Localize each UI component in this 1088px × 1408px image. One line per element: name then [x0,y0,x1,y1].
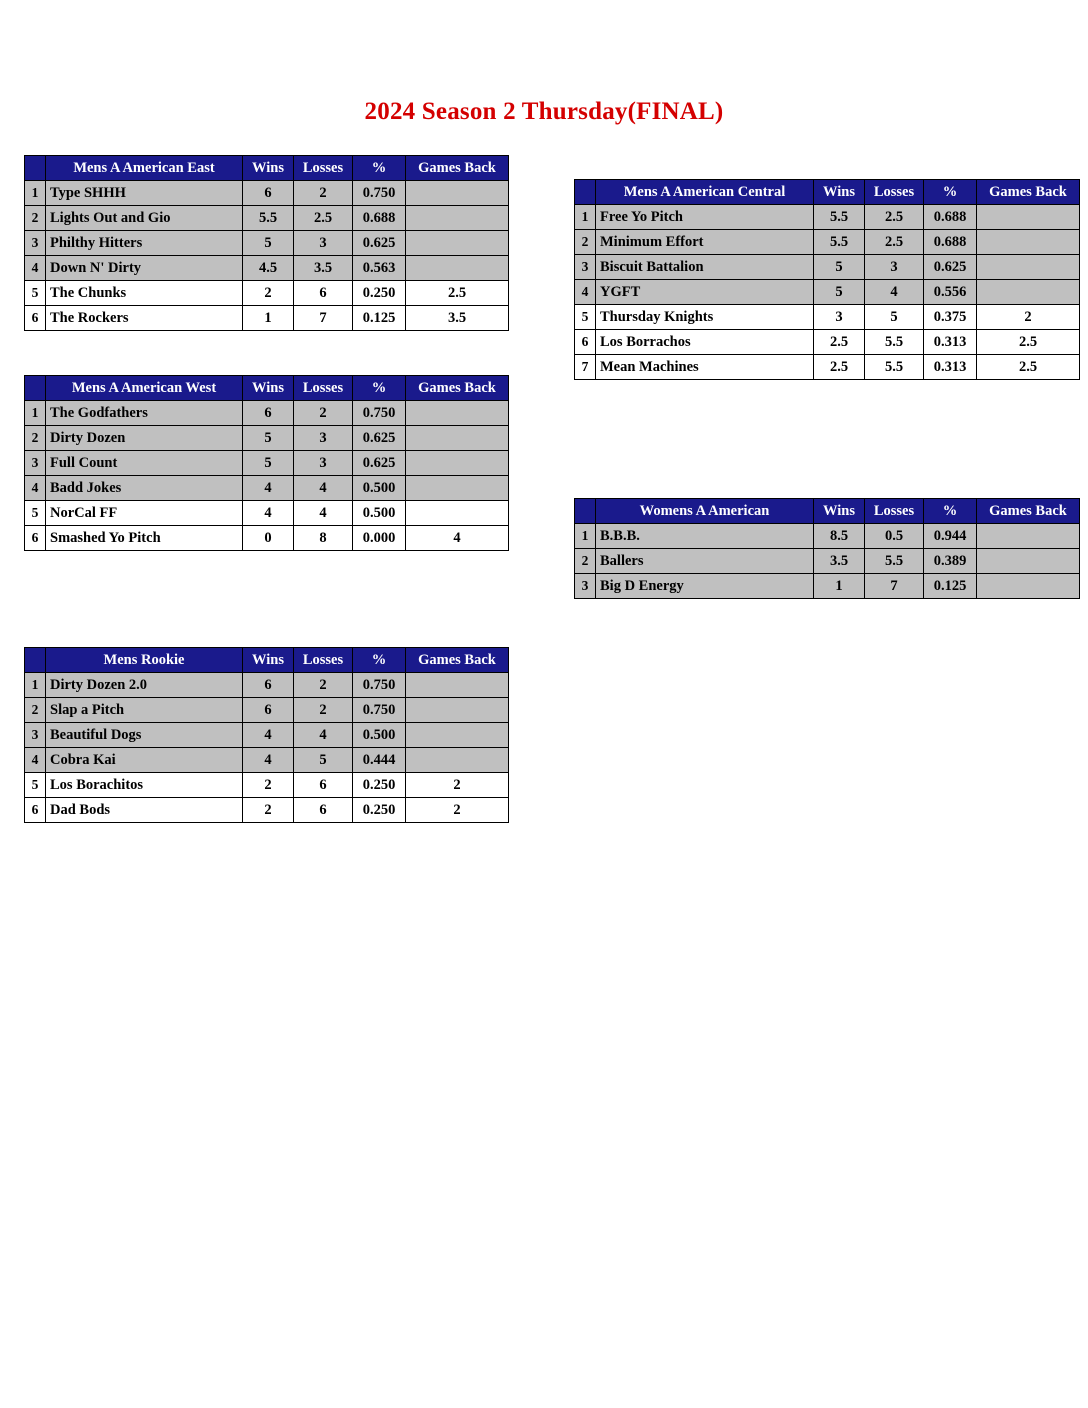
cell-rank: 7 [575,355,596,380]
cell-pct: 0.563 [353,256,406,281]
standings-table-rookie [24,647,509,823]
cell-team-name: Los Borrachos [596,330,814,355]
column-header-wins: Wins [243,648,294,673]
cell-pct: 0.444 [353,748,406,773]
column-header-pct: % [924,180,977,205]
cell-games-back: 2.5 [977,330,1080,355]
cell-team-name: Dad Bods [46,798,243,823]
cell-pct: 0.313 [924,330,977,355]
table-row [575,549,1080,574]
cell-rank: 3 [25,231,46,256]
column-header-losses: Losses [865,499,924,524]
cell-games-back [406,256,509,281]
cell-pct: 0.000 [353,526,406,551]
cell-pct: 0.250 [353,773,406,798]
cell-rank: 5 [575,305,596,330]
table-row [25,723,509,748]
cell-losses: 4 [294,501,353,526]
cell-wins: 2 [243,773,294,798]
cell-rank: 3 [25,451,46,476]
cell-team-name: Dirty Dozen [46,426,243,451]
cell-games-back: 4 [406,526,509,551]
cell-wins: 5.5 [814,205,865,230]
table-row [575,205,1080,230]
standings-table-womens [574,498,1080,599]
column-header-rank [25,648,46,673]
column-header-losses: Losses [294,156,353,181]
cell-rank: 1 [25,181,46,206]
table-row [575,355,1080,380]
cell-team-name: B.B.B. [596,524,814,549]
table-row [25,773,509,798]
cell-team-name: Slap a Pitch [46,698,243,723]
cell-rank: 4 [25,748,46,773]
cell-games-back [406,501,509,526]
cell-rank: 5 [25,773,46,798]
cell-rank: 1 [575,205,596,230]
cell-pct: 0.313 [924,355,977,380]
table-row [575,280,1080,305]
table-row [25,451,509,476]
cell-team-name: Big D Energy [596,574,814,599]
column-header-rank [25,156,46,181]
cell-team-name: Biscuit Battalion [596,255,814,280]
cell-losses: 5 [294,748,353,773]
cell-losses: 5 [865,305,924,330]
cell-team-name: Beautiful Dogs [46,723,243,748]
cell-losses: 6 [294,281,353,306]
cell-games-back [406,748,509,773]
table-header-row [25,156,509,181]
cell-wins: 2 [243,798,294,823]
column-header-games-back: Games Back [406,156,509,181]
cell-wins: 6 [243,401,294,426]
cell-rank: 2 [575,549,596,574]
cell-wins: 6 [243,698,294,723]
cell-losses: 2.5 [865,205,924,230]
column-header-pct: % [353,648,406,673]
column-header-games-back: Games Back [406,376,509,401]
cell-rank: 6 [25,798,46,823]
cell-pct: 0.389 [924,549,977,574]
cell-pct: 0.250 [353,281,406,306]
cell-team-name: The Godfathers [46,401,243,426]
cell-losses: 2 [294,673,353,698]
cell-wins: 3 [814,305,865,330]
cell-games-back [406,673,509,698]
cell-games-back: 2.5 [406,281,509,306]
cell-rank: 4 [25,256,46,281]
cell-team-name: Badd Jokes [46,476,243,501]
table-header-row [25,648,509,673]
cell-rank: 6 [25,306,46,331]
cell-pct: 0.625 [353,451,406,476]
column-header-division: Mens A American West [46,376,243,401]
cell-rank: 3 [25,723,46,748]
column-header-division: Womens A American [596,499,814,524]
cell-pct: 0.688 [353,206,406,231]
table-row [575,524,1080,549]
cell-games-back [977,280,1080,305]
cell-games-back [406,181,509,206]
cell-rank: 2 [575,230,596,255]
table-row [575,305,1080,330]
table-header-row [25,376,509,401]
cell-losses: 7 [294,306,353,331]
cell-games-back [977,574,1080,599]
table-header-row [575,180,1080,205]
cell-wins: 5.5 [814,230,865,255]
cell-games-back [977,230,1080,255]
table-row [25,426,509,451]
cell-pct: 0.500 [353,723,406,748]
column-header-division: Mens Rookie [46,648,243,673]
table-row [25,673,509,698]
table-row [25,526,509,551]
cell-losses: 3 [865,255,924,280]
cell-team-name: Minimum Effort [596,230,814,255]
cell-losses: 3 [294,426,353,451]
cell-pct: 0.625 [924,255,977,280]
cell-wins: 5 [814,255,865,280]
cell-team-name: Mean Machines [596,355,814,380]
cell-losses: 2 [294,401,353,426]
cell-pct: 0.750 [353,698,406,723]
cell-team-name: NorCal FF [46,501,243,526]
cell-games-back [406,206,509,231]
cell-pct: 0.500 [353,476,406,501]
table-row [25,181,509,206]
cell-games-back [406,723,509,748]
cell-wins: 5 [814,280,865,305]
table-row [25,231,509,256]
cell-losses: 3.5 [294,256,353,281]
cell-pct: 0.125 [353,306,406,331]
table-row [25,476,509,501]
cell-wins: 8.5 [814,524,865,549]
cell-losses: 3 [294,231,353,256]
cell-games-back [406,231,509,256]
standings-table-central [574,179,1080,380]
cell-team-name: Smashed Yo Pitch [46,526,243,551]
cell-games-back [977,255,1080,280]
cell-games-back [406,451,509,476]
cell-team-name: Ballers [596,549,814,574]
table-row [25,281,509,306]
cell-wins: 6 [243,181,294,206]
cell-team-name: Type SHHH [46,181,243,206]
cell-rank: 3 [575,574,596,599]
cell-team-name: Lights Out and Gio [46,206,243,231]
table-header-row [575,499,1080,524]
column-header-games-back: Games Back [977,499,1080,524]
cell-pct: 0.125 [924,574,977,599]
cell-rank: 4 [25,476,46,501]
column-header-rank [25,376,46,401]
cell-team-name: Free Yo Pitch [596,205,814,230]
cell-wins: 4.5 [243,256,294,281]
standings-table-east [24,155,509,331]
cell-pct: 0.625 [353,426,406,451]
table-row [25,306,509,331]
cell-games-back: 2 [406,773,509,798]
cell-team-name: Los Borachitos [46,773,243,798]
cell-wins: 1 [814,574,865,599]
table-row [575,230,1080,255]
cell-games-back: 3.5 [406,306,509,331]
cell-pct: 0.944 [924,524,977,549]
cell-wins: 5 [243,426,294,451]
cell-team-name: The Rockers [46,306,243,331]
cell-pct: 0.625 [353,231,406,256]
cell-pct: 0.750 [353,673,406,698]
cell-pct: 0.375 [924,305,977,330]
cell-games-back [406,476,509,501]
standings-table-west [24,375,509,551]
column-header-pct: % [353,156,406,181]
cell-wins: 3.5 [814,549,865,574]
cell-team-name: Full Count [46,451,243,476]
cell-pct: 0.688 [924,230,977,255]
cell-wins: 2 [243,281,294,306]
cell-losses: 6 [294,773,353,798]
cell-team-name: Thursday Knights [596,305,814,330]
cell-rank: 1 [25,401,46,426]
cell-rank: 5 [25,501,46,526]
cell-wins: 5.5 [243,206,294,231]
column-header-pct: % [353,376,406,401]
cell-losses: 0.5 [865,524,924,549]
table-row [25,798,509,823]
cell-wins: 4 [243,501,294,526]
cell-losses: 5.5 [865,355,924,380]
column-header-wins: Wins [814,180,865,205]
table-row [25,256,509,281]
cell-rank: 2 [25,698,46,723]
cell-games-back [406,698,509,723]
cell-wins: 5 [243,231,294,256]
cell-team-name: The Chunks [46,281,243,306]
cell-wins: 4 [243,748,294,773]
cell-rank: 6 [25,526,46,551]
table-row [25,401,509,426]
table-row [25,206,509,231]
cell-pct: 0.250 [353,798,406,823]
table-row [575,330,1080,355]
cell-losses: 4 [294,476,353,501]
column-header-losses: Losses [294,648,353,673]
cell-pct: 0.556 [924,280,977,305]
cell-wins: 4 [243,723,294,748]
cell-losses: 7 [865,574,924,599]
table-row [575,255,1080,280]
column-header-losses: Losses [294,376,353,401]
column-header-pct: % [924,499,977,524]
cell-wins: 6 [243,673,294,698]
column-header-division: Mens A American Central [596,180,814,205]
cell-losses: 2.5 [865,230,924,255]
cell-pct: 0.500 [353,501,406,526]
cell-games-back [406,426,509,451]
column-header-rank [575,499,596,524]
cell-team-name: Down N' Dirty [46,256,243,281]
cell-rank: 4 [575,280,596,305]
cell-rank: 1 [575,524,596,549]
cell-losses: 4 [294,723,353,748]
cell-rank: 6 [575,330,596,355]
cell-losses: 4 [865,280,924,305]
column-header-wins: Wins [243,376,294,401]
cell-games-back: 2 [406,798,509,823]
cell-losses: 6 [294,798,353,823]
cell-losses: 2 [294,698,353,723]
column-header-losses: Losses [865,180,924,205]
cell-pct: 0.750 [353,181,406,206]
column-header-wins: Wins [243,156,294,181]
cell-team-name: YGFT [596,280,814,305]
table-row [575,574,1080,599]
column-header-division: Mens A American East [46,156,243,181]
cell-rank: 2 [25,206,46,231]
column-header-games-back: Games Back [406,648,509,673]
cell-wins: 4 [243,476,294,501]
cell-games-back [977,524,1080,549]
column-header-rank [575,180,596,205]
cell-games-back: 2.5 [977,355,1080,380]
cell-wins: 5 [243,451,294,476]
cell-losses: 2.5 [294,206,353,231]
column-header-wins: Wins [814,499,865,524]
cell-team-name: Cobra Kai [46,748,243,773]
cell-rank: 5 [25,281,46,306]
cell-rank: 1 [25,673,46,698]
cell-pct: 0.750 [353,401,406,426]
cell-rank: 2 [25,426,46,451]
cell-games-back [977,205,1080,230]
cell-pct: 0.688 [924,205,977,230]
cell-wins: 2.5 [814,355,865,380]
cell-losses: 8 [294,526,353,551]
cell-losses: 3 [294,451,353,476]
cell-wins: 2.5 [814,330,865,355]
cell-losses: 5.5 [865,330,924,355]
table-row [25,698,509,723]
table-row [25,748,509,773]
cell-games-back: 2 [977,305,1080,330]
cell-wins: 1 [243,306,294,331]
cell-games-back [406,401,509,426]
cell-team-name: Dirty Dozen 2.0 [46,673,243,698]
cell-losses: 5.5 [865,549,924,574]
cell-games-back [977,549,1080,574]
cell-team-name: Philthy Hitters [46,231,243,256]
column-header-games-back: Games Back [977,180,1080,205]
cell-wins: 0 [243,526,294,551]
cell-rank: 3 [575,255,596,280]
table-row [25,501,509,526]
page-title: 2024 Season 2 Thursday(FINAL) [364,98,724,125]
cell-losses: 2 [294,181,353,206]
